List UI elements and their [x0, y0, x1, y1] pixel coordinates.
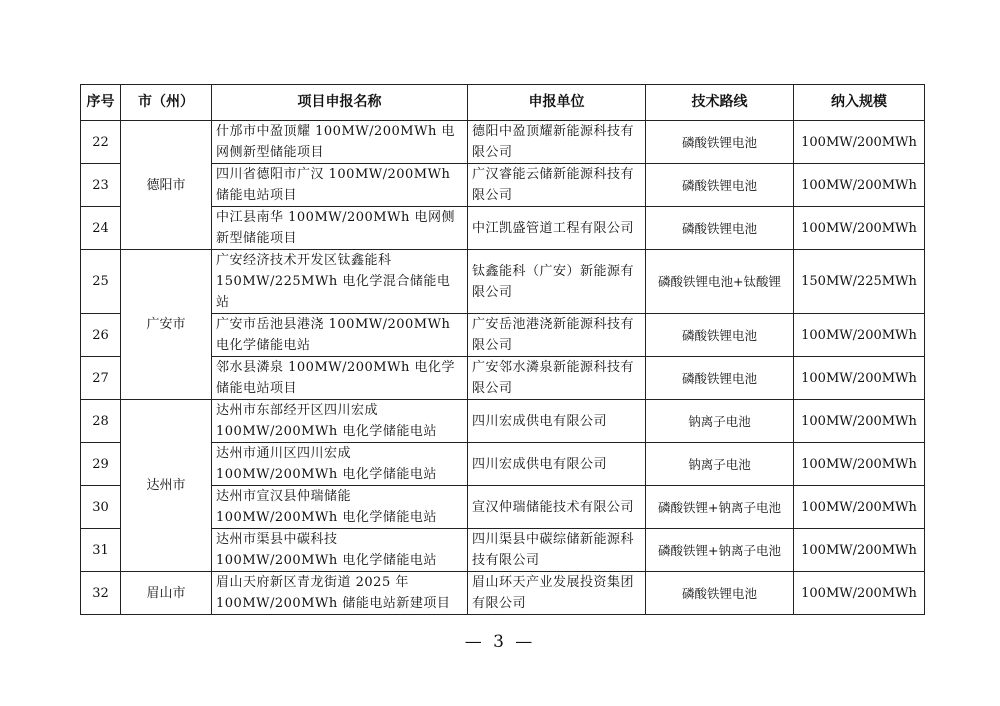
- cell-project-name: 眉山天府新区青龙街道 2025 年 100MW/200MWh 储能电站新建项目: [212, 572, 468, 615]
- cell-project-name: 广安经济技术开发区钛鑫能科 150MW/225MWh 电化学混合储能电站: [212, 250, 468, 314]
- cell-applicant-unit: 眉山环天产业发展投资集团有限公司: [468, 572, 646, 615]
- cell-applicant-unit: 钛鑫能科（广安）新能源有限公司: [468, 250, 646, 314]
- cell-serial-number: 29: [81, 443, 121, 486]
- header-city: 市（州）: [121, 85, 212, 121]
- cell-technology-route: 磷酸铁锂+钠离子电池: [646, 529, 794, 572]
- cell-included-scale: 100MW/200MWh: [794, 486, 925, 529]
- header-included-scale: 纳入规模: [794, 85, 925, 121]
- cell-applicant-unit: 德阳中盈顶耀新能源科技有限公司: [468, 121, 646, 164]
- cell-technology-route: 磷酸铁锂电池: [646, 357, 794, 400]
- cell-applicant-unit: 四川宏成供电有限公司: [468, 400, 646, 443]
- cell-technology-route: 磷酸铁锂电池: [646, 121, 794, 164]
- cell-technology-route: 磷酸铁锂电池+钛酸锂: [646, 250, 794, 314]
- cell-included-scale: 100MW/200MWh: [794, 207, 925, 250]
- table-row: [81, 250, 925, 314]
- cell-project-name: 广安市岳池县港浇 100MW/200MWh 电化学储能电站: [212, 314, 468, 357]
- cell-project-name: 中江县南华 100MW/200MWh 电网侧新型储能项目: [212, 207, 468, 250]
- cell-technology-route: 磷酸铁锂电池: [646, 207, 794, 250]
- cell-included-scale: 150MW/225MWh: [794, 250, 925, 314]
- table-row: [81, 400, 925, 443]
- cell-serial-number: 25: [81, 250, 121, 314]
- cell-applicant-unit: 广安邻水潾泉新能源科技有限公司: [468, 357, 646, 400]
- cell-included-scale: 100MW/200MWh: [794, 164, 925, 207]
- cell-city: 达州市: [121, 400, 212, 572]
- cell-included-scale: 100MW/200MWh: [794, 443, 925, 486]
- cell-serial-number: 30: [81, 486, 121, 529]
- cell-applicant-unit: 广汉睿能云储新能源科技有限公司: [468, 164, 646, 207]
- cell-city: 广安市: [121, 250, 212, 400]
- header-serial-number: 序号: [81, 85, 121, 121]
- header-technology-route: 技术路线: [646, 85, 794, 121]
- table-row: [81, 572, 925, 615]
- cell-serial-number: 26: [81, 314, 121, 357]
- cell-applicant-unit: 广安岳池港浇新能源科技有限公司: [468, 314, 646, 357]
- cell-project-name: 达州市渠县中碳科技 100MW/200MWh 电化学储能电站: [212, 529, 468, 572]
- cell-serial-number: 22: [81, 121, 121, 164]
- cell-included-scale: 100MW/200MWh: [794, 529, 925, 572]
- cell-serial-number: 24: [81, 207, 121, 250]
- cell-technology-route: 磷酸铁锂电池: [646, 314, 794, 357]
- cell-city: 眉山市: [121, 572, 212, 615]
- table-row: [81, 121, 925, 164]
- cell-project-name: 什邡市中盈顶耀 100MW/200MWh 电网侧新型储能项目: [212, 121, 468, 164]
- cell-applicant-unit: 四川宏成供电有限公司: [468, 443, 646, 486]
- cell-technology-route: 磷酸铁锂电池: [646, 164, 794, 207]
- cell-project-name: 邻水县潾泉 100MW/200MWh 电化学储能电站项目: [212, 357, 468, 400]
- cell-included-scale: 100MW/200MWh: [794, 400, 925, 443]
- cell-serial-number: 32: [81, 572, 121, 615]
- cell-technology-route: 钠离子电池: [646, 443, 794, 486]
- cell-applicant-unit: 中江凯盛管道工程有限公司: [468, 207, 646, 250]
- cell-applicant-unit: 宣汉仲瑞储能技术有限公司: [468, 486, 646, 529]
- table-body: [81, 121, 925, 615]
- header-project-name: 项目申报名称: [212, 85, 468, 121]
- cell-technology-route: 磷酸铁锂+钠离子电池: [646, 486, 794, 529]
- table-header-row: [81, 85, 925, 121]
- project-table: [80, 84, 925, 615]
- cell-included-scale: 100MW/200MWh: [794, 121, 925, 164]
- cell-applicant-unit: 四川渠县中碳综储新能源科技有限公司: [468, 529, 646, 572]
- header-applicant-unit: 申报单位: [468, 85, 646, 121]
- cell-included-scale: 100MW/200MWh: [794, 357, 925, 400]
- cell-project-name: 达州市东部经开区四川宏成 100MW/200MWh 电化学储能电站: [212, 400, 468, 443]
- page-number: — 3 —: [464, 632, 536, 652]
- cell-project-name: 四川省德阳市广汉 100MW/200MWh 储能电站项目: [212, 164, 468, 207]
- cell-serial-number: 23: [81, 164, 121, 207]
- cell-project-name: 达州市宣汉县仲瑞储能 100MW/200MWh 电化学储能电站: [212, 486, 468, 529]
- cell-serial-number: 28: [81, 400, 121, 443]
- cell-included-scale: 100MW/200MWh: [794, 314, 925, 357]
- cell-project-name: 达州市通川区四川宏成 100MW/200MWh 电化学储能电站: [212, 443, 468, 486]
- cell-serial-number: 27: [81, 357, 121, 400]
- cell-city: 德阳市: [121, 121, 212, 250]
- cell-serial-number: 31: [81, 529, 121, 572]
- cell-included-scale: 100MW/200MWh: [794, 572, 925, 615]
- cell-technology-route: 磷酸铁锂电池: [646, 572, 794, 615]
- cell-technology-route: 钠离子电池: [646, 400, 794, 443]
